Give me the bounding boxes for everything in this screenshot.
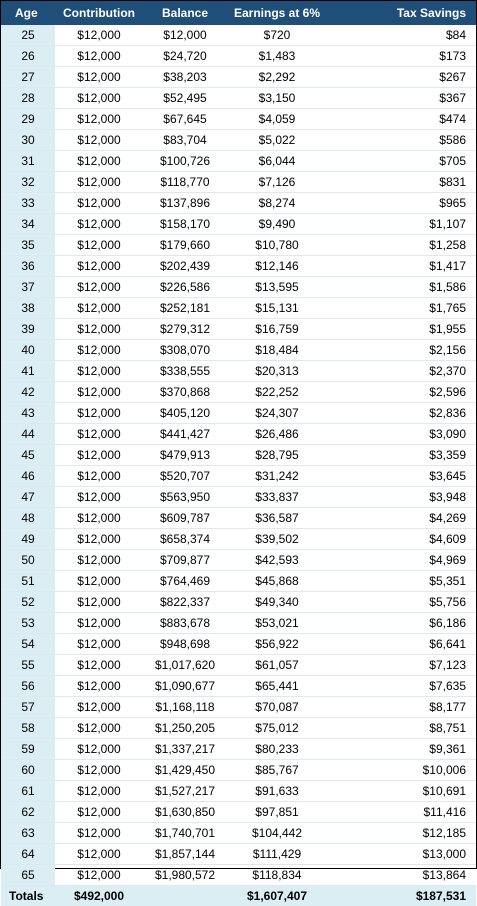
balance-cell: $83,704 [143,130,227,151]
contribution-cell: $12,000 [55,718,143,739]
table-row [1,214,476,235]
balance-cell: $563,950 [143,487,227,508]
table-row [1,151,476,172]
age-cell: 39 [1,319,55,340]
earnings-cell: $24,307 [227,403,327,424]
balance-cell: $24,720 [143,46,227,67]
earnings-cell: $61,057 [227,655,327,676]
age-cell: 25 [1,25,55,46]
age-cell: 32 [1,172,55,193]
earnings-cell: $9,490 [227,214,327,235]
age-cell: 31 [1,151,55,172]
table-row [1,718,476,739]
earnings-cell: $36,587 [227,508,327,529]
age-cell: 42 [1,382,55,403]
table-row [1,445,476,466]
tax-savings-cell: $367 [327,88,476,109]
tax-savings-cell: $84 [327,25,476,46]
earnings-cell: $118,834 [227,865,327,886]
earnings-cell: $80,233 [227,739,327,760]
balance-cell: $1,250,205 [143,718,227,739]
contribution-cell: $12,000 [55,403,143,424]
table-row [1,88,476,109]
tax-savings-cell: $7,635 [327,676,476,697]
earnings-cell: $10,780 [227,235,327,256]
totals-tax-savings: $187,531 [327,886,476,906]
earnings-cell: $31,242 [227,466,327,487]
table-row [1,235,476,256]
contribution-cell: $12,000 [55,697,143,718]
tax-savings-cell: $1,586 [327,277,476,298]
earnings-cell: $28,795 [227,445,327,466]
table-row [1,655,476,676]
contribution-cell: $12,000 [55,634,143,655]
earnings-cell: $45,868 [227,571,327,592]
tax-savings-cell: $173 [327,46,476,67]
tax-savings-cell: $9,361 [327,739,476,760]
earnings-cell: $39,502 [227,529,327,550]
table-row [1,571,476,592]
age-cell: 43 [1,403,55,424]
age-cell: 49 [1,529,55,550]
age-cell: 29 [1,109,55,130]
earnings-cell: $720 [227,25,327,46]
tax-savings-cell: $586 [327,130,476,151]
balance-cell: $52,495 [143,88,227,109]
balance-cell: $279,312 [143,319,227,340]
balance-cell: $822,337 [143,592,227,613]
age-cell: 52 [1,592,55,613]
contribution-cell: $12,000 [55,25,143,46]
balance-cell: $179,660 [143,235,227,256]
earnings-cell: $18,484 [227,340,327,361]
table-row [1,403,476,424]
age-cell: 34 [1,214,55,235]
earnings-cell: $49,340 [227,592,327,613]
balance-cell: $158,170 [143,214,227,235]
contribution-cell: $12,000 [55,382,143,403]
tax-savings-cell: $3,359 [327,445,476,466]
age-cell: 60 [1,760,55,781]
balance-cell: $479,913 [143,445,227,466]
age-cell: 47 [1,487,55,508]
earnings-cell: $104,442 [227,823,327,844]
contribution-cell: $12,000 [55,151,143,172]
tax-savings-cell: $4,609 [327,529,476,550]
balance-cell: $1,337,217 [143,739,227,760]
age-cell: 38 [1,298,55,319]
age-cell: 33 [1,193,55,214]
table-row [1,109,476,130]
earnings-cell: $33,837 [227,487,327,508]
contribution-cell: $12,000 [55,445,143,466]
earnings-cell: $70,087 [227,697,327,718]
table-row [1,277,476,298]
age-cell: 51 [1,571,55,592]
contribution-cell: $12,000 [55,424,143,445]
contribution-cell: $12,000 [55,46,143,67]
balance-cell: $1,857,144 [143,844,227,865]
table-row [1,844,476,865]
earnings-cell: $16,759 [227,319,327,340]
header-contribution: Contribution [55,1,143,25]
contribution-cell: $12,000 [55,298,143,319]
balance-cell: $202,439 [143,256,227,277]
table-row [1,382,476,403]
contribution-cell: $12,000 [55,529,143,550]
tax-savings-cell: $11,416 [327,802,476,823]
age-cell: 41 [1,361,55,382]
earnings-cell: $4,059 [227,109,327,130]
tax-savings-cell: $5,756 [327,592,476,613]
age-cell: 28 [1,88,55,109]
tax-savings-cell: $6,186 [327,613,476,634]
tax-savings-cell: $1,258 [327,235,476,256]
balance-cell: $252,181 [143,298,227,319]
table-row [1,550,476,571]
age-cell: 46 [1,466,55,487]
age-cell: 64 [1,844,55,865]
tax-savings-cell: $5,351 [327,571,476,592]
tax-savings-cell: $7,123 [327,655,476,676]
table-row [1,256,476,277]
tax-savings-cell: $8,177 [327,697,476,718]
age-cell: 58 [1,718,55,739]
age-cell: 44 [1,424,55,445]
table-row [1,697,476,718]
contribution-cell: $12,000 [55,361,143,382]
tax-savings-cell: $267 [327,67,476,88]
table-row [1,361,476,382]
savings-table [1,1,476,906]
age-cell: 48 [1,508,55,529]
tax-savings-cell: $2,156 [327,340,476,361]
age-cell: 36 [1,256,55,277]
tax-savings-cell: $705 [327,151,476,172]
balance-cell: $1,168,118 [143,697,227,718]
tax-savings-cell: $3,645 [327,466,476,487]
earnings-cell: $56,922 [227,634,327,655]
contribution-cell: $12,000 [55,67,143,88]
tax-savings-cell: $4,969 [327,550,476,571]
earnings-cell: $26,486 [227,424,327,445]
table-row [1,466,476,487]
age-cell: 54 [1,634,55,655]
tax-savings-cell: $8,751 [327,718,476,739]
header-age: Age [1,1,55,25]
tax-savings-cell: $13,864 [327,865,476,886]
balance-cell: $658,374 [143,529,227,550]
balance-cell: $883,678 [143,613,227,634]
contribution-cell: $12,000 [55,319,143,340]
header-tax-savings: Tax Savings [327,1,476,25]
balance-cell: $520,707 [143,466,227,487]
tax-savings-cell: $6,641 [327,634,476,655]
age-cell: 63 [1,823,55,844]
table-row [1,739,476,760]
contribution-cell: $12,000 [55,865,143,886]
totals-earnings: $1,607,407 [227,886,327,906]
contribution-cell: $12,000 [55,508,143,529]
table-row [1,130,476,151]
balance-cell: $137,896 [143,193,227,214]
contribution-cell: $12,000 [55,340,143,361]
table-row [1,592,476,613]
contribution-cell: $12,000 [55,466,143,487]
tax-savings-cell: $965 [327,193,476,214]
earnings-cell: $6,044 [227,151,327,172]
earnings-cell: $1,483 [227,46,327,67]
contribution-cell: $12,000 [55,739,143,760]
table-row [1,781,476,802]
table-row [1,865,476,886]
balance-cell: $1,630,850 [143,802,227,823]
balance-cell: $100,726 [143,151,227,172]
age-cell: 40 [1,340,55,361]
age-cell: 35 [1,235,55,256]
earnings-cell: $53,021 [227,613,327,634]
table-row [1,802,476,823]
table-row [1,634,476,655]
balance-cell: $1,429,450 [143,760,227,781]
balance-cell: $338,555 [143,361,227,382]
table-row [1,340,476,361]
contribution-cell: $12,000 [55,655,143,676]
contribution-cell: $12,000 [55,781,143,802]
balance-cell: $441,427 [143,424,227,445]
age-cell: 53 [1,613,55,634]
earnings-cell: $15,131 [227,298,327,319]
age-cell: 61 [1,781,55,802]
contribution-cell: $12,000 [55,130,143,151]
balance-cell: $308,070 [143,340,227,361]
earnings-cell: $111,429 [227,844,327,865]
tax-savings-cell: $831 [327,172,476,193]
table-row [1,487,476,508]
tax-savings-cell: $1,417 [327,256,476,277]
contribution-cell: $12,000 [55,571,143,592]
tax-savings-cell: $2,836 [327,403,476,424]
table-row [1,46,476,67]
tax-savings-cell: $13,000 [327,844,476,865]
balance-cell: $1,740,701 [143,823,227,844]
header-earnings: Earnings at 6% [227,1,327,25]
contribution-cell: $12,000 [55,256,143,277]
table-row [1,676,476,697]
contribution-cell: $12,000 [55,550,143,571]
age-cell: 37 [1,277,55,298]
header-row [1,1,476,25]
totals-label: Totals [1,886,55,906]
balance-cell: $118,770 [143,172,227,193]
earnings-cell: $22,252 [227,382,327,403]
contribution-cell: $12,000 [55,844,143,865]
contribution-cell: $12,000 [55,172,143,193]
age-cell: 57 [1,697,55,718]
contribution-cell: $12,000 [55,676,143,697]
earnings-cell: $7,126 [227,172,327,193]
header-balance: Balance [143,1,227,25]
earnings-cell: $20,313 [227,361,327,382]
age-cell: 26 [1,46,55,67]
earnings-cell: $2,292 [227,67,327,88]
contribution-cell: $12,000 [55,760,143,781]
age-cell: 59 [1,739,55,760]
tax-savings-cell: $2,370 [327,361,476,382]
tax-savings-cell: $3,948 [327,487,476,508]
earnings-cell: $5,022 [227,130,327,151]
earnings-cell: $13,595 [227,277,327,298]
balance-cell: $1,017,620 [143,655,227,676]
table-row [1,529,476,550]
table-row [1,760,476,781]
balance-cell: $609,787 [143,508,227,529]
table-row [1,298,476,319]
contribution-cell: $12,000 [55,802,143,823]
age-cell: 45 [1,445,55,466]
balance-cell: $405,120 [143,403,227,424]
balance-cell: $38,203 [143,67,227,88]
contribution-cell: $12,000 [55,214,143,235]
contribution-cell: $12,000 [55,592,143,613]
tax-savings-cell: $2,596 [327,382,476,403]
totals-balance [143,886,227,906]
table-row [1,508,476,529]
tax-savings-cell: $474 [327,109,476,130]
age-cell: 65 [1,865,55,886]
table-row [1,319,476,340]
contribution-cell: $12,000 [55,613,143,634]
balance-cell: $1,527,217 [143,781,227,802]
table-row [1,823,476,844]
tax-savings-cell: $10,006 [327,760,476,781]
balance-cell: $1,090,677 [143,676,227,697]
contribution-cell: $12,000 [55,88,143,109]
age-cell: 56 [1,676,55,697]
balance-cell: $948,698 [143,634,227,655]
earnings-cell: $65,441 [227,676,327,697]
balance-cell: $370,868 [143,382,227,403]
contribution-cell: $12,000 [55,235,143,256]
age-cell: 55 [1,655,55,676]
earnings-cell: $42,593 [227,550,327,571]
tax-savings-cell: $1,107 [327,214,476,235]
table-row [1,424,476,445]
totals-row [1,886,476,906]
table-row [1,613,476,634]
balance-cell: $709,877 [143,550,227,571]
tax-savings-cell: $3,090 [327,424,476,445]
age-cell: 27 [1,67,55,88]
contribution-cell: $12,000 [55,193,143,214]
earnings-cell: $3,150 [227,88,327,109]
balance-cell: $67,645 [143,109,227,130]
tax-savings-cell: $4,269 [327,508,476,529]
tax-savings-cell: $1,765 [327,298,476,319]
contribution-cell: $12,000 [55,823,143,844]
contribution-cell: $12,000 [55,487,143,508]
contribution-cell: $12,000 [55,109,143,130]
earnings-cell: $85,767 [227,760,327,781]
tax-savings-cell: $1,955 [327,319,476,340]
age-cell: 62 [1,802,55,823]
earnings-cell: $91,633 [227,781,327,802]
earnings-cell: $12,146 [227,256,327,277]
age-cell: 50 [1,550,55,571]
balance-cell: $764,469 [143,571,227,592]
balance-cell: $226,586 [143,277,227,298]
contribution-cell: $12,000 [55,277,143,298]
earnings-cell: $97,851 [227,802,327,823]
tax-savings-cell: $10,691 [327,781,476,802]
tax-savings-cell: $12,185 [327,823,476,844]
table-row [1,25,476,46]
balance-cell: $1,980,572 [143,865,227,886]
totals-contribution: $492,000 [55,886,143,906]
table-row [1,172,476,193]
age-cell: 30 [1,130,55,151]
table-row [1,67,476,88]
earnings-cell: $75,012 [227,718,327,739]
balance-cell: $12,000 [143,25,227,46]
earnings-cell: $8,274 [227,193,327,214]
table-row [1,193,476,214]
